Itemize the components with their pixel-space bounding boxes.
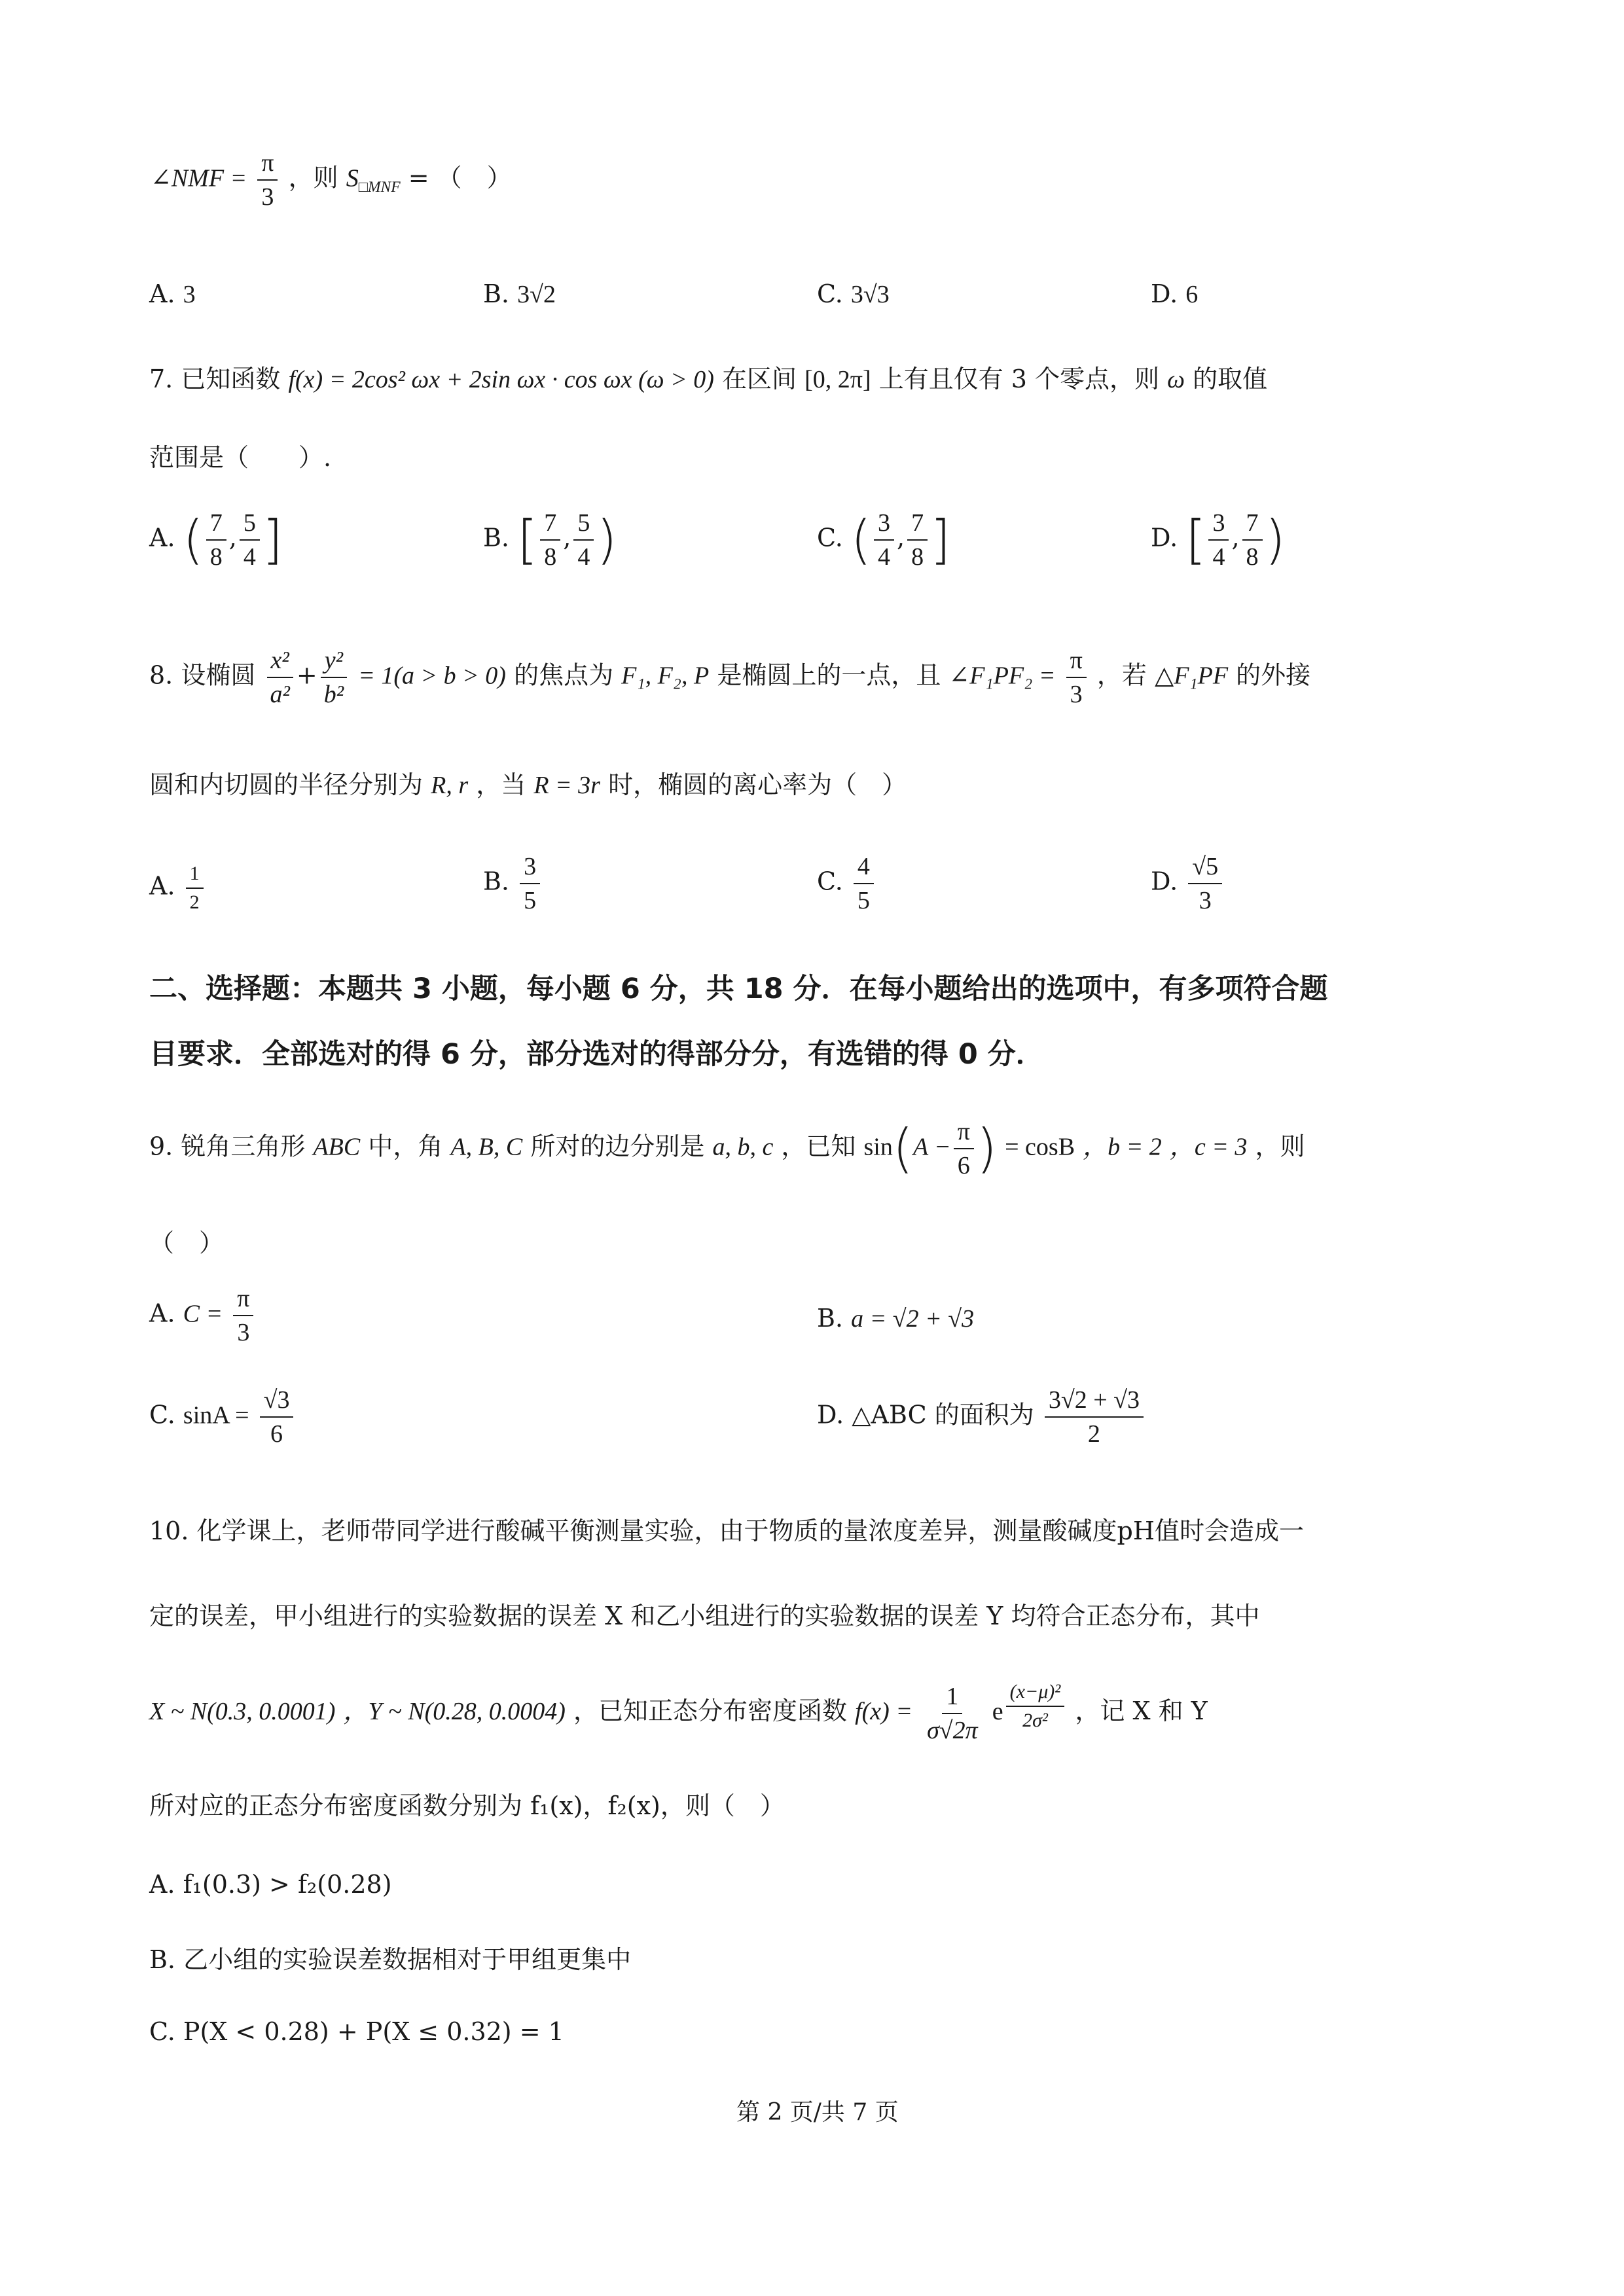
section2-heading-line2: 目要求．全部选对的得 6 分，部分选对的得部分分，有选错的得 0 分．: [149, 1038, 1044, 1071]
q7-option-d[interactable]: D. [ $\frac{3}{4}$ , $\frac{7}{8}$ ): [1151, 509, 1286, 571]
q7-interval: [0, 2π]: [804, 366, 871, 393]
q6-pi-over-3: $\frac{\pi}{3}$: [257, 151, 278, 209]
q9-stem-line1: 9. 锐角三角形 ABC 中，角 A, B, C 所对的边分别是 a, b, c ，已知 sin(A − $\frac{\pi}{6}$ ) = cosB ，b = 2 ，c = 3 ，则: [149, 1118, 1305, 1179]
q10-stem-line1: 10. 化学课上，老师带同学进行酸碱平衡测量实验，由于物质的量浓度差异，测量酸碱度pH值时会造成一: [149, 1516, 1304, 1545]
q9-option-c[interactable]: C. sinA = $\frac{√3}{6}$: [149, 1388, 296, 1446]
q6-option-d[interactable]: D. 6: [1151, 279, 1199, 308]
q10-stem-line2: 定的误差，甲小组进行的实验数据的误差 X 和乙小组进行的实验数据的误差 Y 均符合正态分布，其中: [149, 1602, 1260, 1630]
q9-paren: （ ）: [149, 1229, 225, 1257]
q7-stem-line2: 范围是（ ）.: [149, 443, 332, 472]
q10-stem-line4: 所对应的正态分布密度函数分别为 f₁(x)，f₂(x)，则（ ）: [149, 1791, 785, 1820]
q10-option-a[interactable]: A. f₁(0.3) > f₂(0.28): [149, 1870, 392, 1899]
q6-option-a[interactable]: A. 3: [149, 279, 196, 308]
q7-option-c[interactable]: C. ( $\frac{3}{4}$ , $\frac{7}{8}$ ]: [817, 509, 951, 571]
q8-option-a[interactable]: A. $\frac{1}{2}$: [149, 864, 206, 912]
q8-stem-line1: 8. 设椭圆 $\frac{\text{x²}}{\text{a²}}$ + $\frac{\text{y²}}{\text{b²}}$ = 1(a > b > 0) 的焦点为 F₁, F₂, P 是椭圆上的一点，且 ∠F₁PF₂ = $\frac{\pi}{3}$ ，若 △F₁PF 的外接: [149, 647, 1311, 708]
q10-option-b[interactable]: B. 乙小组的实验误差数据相对于甲组更集中: [149, 1945, 632, 1974]
q9-option-b[interactable]: B. a = √2 + √3: [817, 1304, 975, 1333]
q6-option-b[interactable]: B. 3√2: [483, 279, 556, 308]
q10-stem-line3: X ~ N(0.3, 0.0001) ，Y ~ N(0.28, 0.0004) ，已知正态分布密度函数 f(x) = $\frac{1}{\sigma√2\pi}$ e $^{\frac{\text{(x−μ)²}}{\text{2σ²}}}$ ，记 X 和 Y: [149, 1681, 1208, 1744]
q7-stem-line1: 7. 已知函数 f(x) = 2cos² ωx + 2sin ωx · cos ωx (ω > 0) 在区间 [0, 2π] 上有且仅有 3 个零点，则 ω 的取值: [149, 365, 1268, 393]
q6-angle: ∠NMF =: [151, 164, 247, 192]
q8-stem-line2: 圆和内切圆的半径分别为 R, r ，当 R = 3r 时，椭圆的离心率为（ ）: [149, 770, 907, 799]
q7-function: f(x) = 2cos² ωx + 2sin ωx · cos ωx (ω > 0): [288, 366, 714, 393]
q8-option-d[interactable]: D. $\frac{√5}{3}$: [1151, 854, 1225, 913]
q9-option-a[interactable]: A. C = $\frac{\pi}{3}$: [149, 1286, 256, 1345]
q9-option-d[interactable]: D. △ABC 的面积为 $\frac{3√2 + √3}{2}$: [817, 1388, 1146, 1446]
q8-option-c[interactable]: C. $\frac{4}{5}$: [817, 854, 876, 913]
page-footer: 第 2 页/共 7 页: [736, 2099, 899, 2126]
q8-option-b[interactable]: B. $\frac{3}{5}$: [483, 854, 543, 913]
q6-option-c[interactable]: C. 3√3: [817, 279, 890, 308]
q10-option-c[interactable]: C. P(X < 0.28) + P(X ≤ 0.32) = 1: [149, 2017, 564, 2046]
q6-stem-tail: ∠NMF = $\frac{\pi}{3}$ ，则 $S_{□MNF}$ = （ ）: [151, 149, 512, 211]
section2-heading-line1: 二、选择题：本题共 3 小题，每小题 6 分，共 18 分．在每小题给出的选项中，有多项符合题: [149, 973, 1328, 1005]
q7-option-b[interactable]: B. [ $\frac{7}{8}$ , $\frac{5}{4}$ ): [483, 509, 617, 571]
q7-option-a[interactable]: A. ( $\frac{7}{8}$ , $\frac{5}{4}$ ]: [149, 509, 283, 571]
